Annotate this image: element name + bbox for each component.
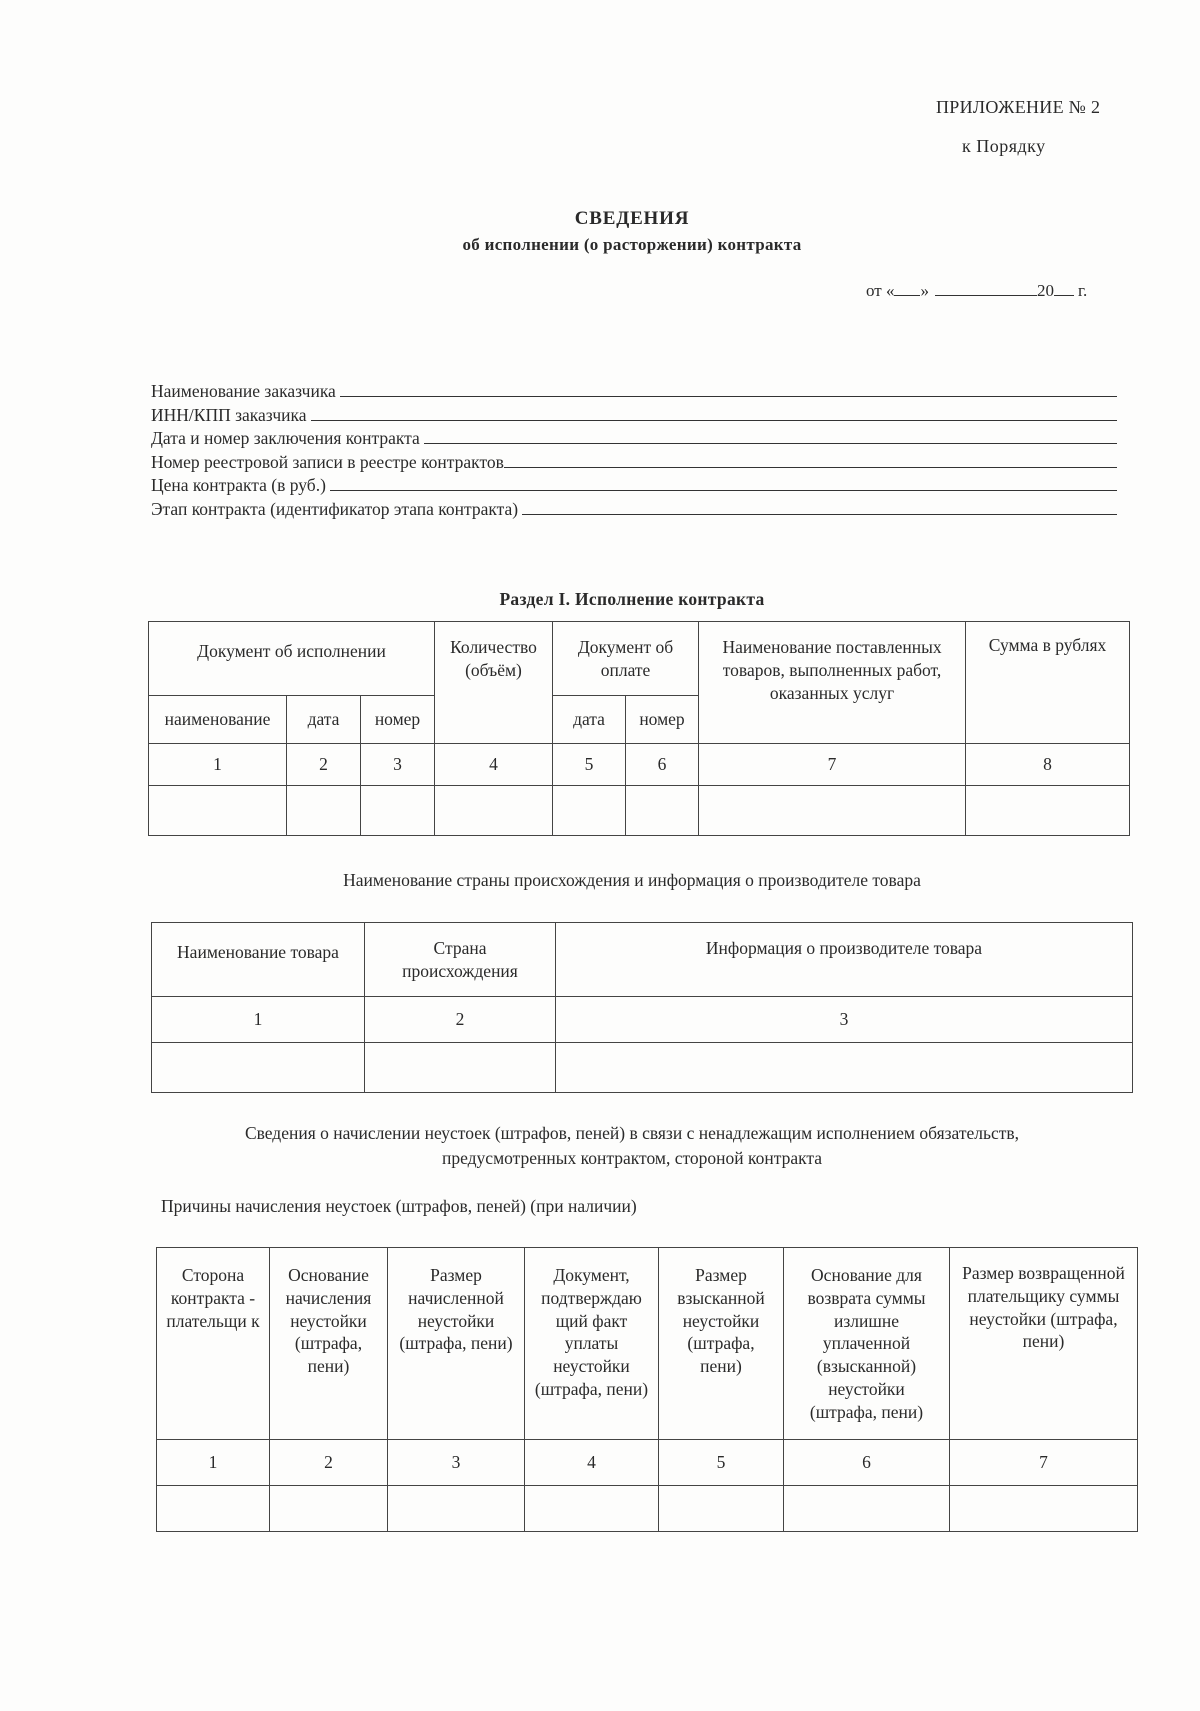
date-quote-close: » xyxy=(920,281,929,300)
table-cell[interactable] xyxy=(626,786,699,836)
column-number: 7 xyxy=(950,1440,1138,1486)
header-goods: Наименование товара xyxy=(152,923,365,997)
column-number: 7 xyxy=(699,744,966,786)
header-penalty-basis: Основание начисления неустойки (штрафа, пени) xyxy=(270,1248,388,1440)
field-label: ИНН/КПП заказчика xyxy=(151,404,307,425)
header-country: Страна происхождения xyxy=(365,923,556,997)
column-number: 1 xyxy=(157,1440,270,1486)
day-blank[interactable] xyxy=(894,281,920,296)
table-cell[interactable] xyxy=(287,786,361,836)
column-number: 1 xyxy=(152,997,365,1043)
header-refund-basis: Основание для возврата суммы излишне уплаченной (взысканной) неустойки (штрафа, пени) xyxy=(784,1248,950,1440)
column-number: 2 xyxy=(270,1440,388,1486)
table-cell[interactable] xyxy=(659,1486,784,1532)
field-line[interactable] xyxy=(340,382,1117,397)
header-collected-amount: Размер взысканной неустойки (штрафа, пени) xyxy=(659,1248,784,1440)
header-payment-document: Документ, подтверждаю щий факт уплаты неустойки (штрафа, пени) xyxy=(525,1248,659,1440)
header-number: номер xyxy=(361,696,435,744)
column-number: 2 xyxy=(287,744,361,786)
table-cell[interactable] xyxy=(553,786,626,836)
column-number: 3 xyxy=(556,997,1133,1043)
field-label: Этап контракта (идентификатор этапа контракта) xyxy=(151,498,519,519)
table-cell[interactable] xyxy=(152,1043,365,1093)
penalties-caption-line2: предусмотренных контрактом, стороной контракта xyxy=(442,1148,822,1168)
table-cell[interactable] xyxy=(950,1486,1138,1532)
field-label: Дата и номер заключения контракта xyxy=(151,428,420,449)
table-cell[interactable] xyxy=(525,1486,659,1532)
penalties-reasons: Причины начисления неустоек (штрафов, пеней) (при наличии) xyxy=(161,1196,637,1216)
header-manufacturer-info: Информация о производителе товара xyxy=(556,923,1133,997)
header-doc-execution: Документ об исполнении xyxy=(149,622,435,696)
field-label: Наименование заказчика xyxy=(151,381,336,401)
table-cell[interactable] xyxy=(966,786,1130,836)
date-from-label: от « xyxy=(866,281,895,300)
table-cell[interactable] xyxy=(157,1486,270,1532)
header-quantity: Количество (объём) xyxy=(435,622,553,744)
origin-table xyxy=(151,922,1133,1093)
date-line xyxy=(866,281,1087,301)
header-doc-payment: Документ об оплате xyxy=(553,622,699,696)
header-refunded-amount: Размер возвращенной плательщику суммы неустойки (штрафа, пени) xyxy=(950,1248,1138,1440)
field-customer-name[interactable] xyxy=(151,381,1117,405)
field-registry-number[interactable] xyxy=(151,452,1117,476)
field-label: Цена контракта (в руб.) xyxy=(151,475,326,496)
field-line[interactable] xyxy=(424,429,1117,444)
column-number: 5 xyxy=(659,1440,784,1486)
penalties-data-row xyxy=(157,1486,1138,1532)
field-line[interactable] xyxy=(330,476,1117,491)
appendix-title: ПРИЛОЖЕНИЕ № 2 xyxy=(936,97,1101,117)
table-cell[interactable] xyxy=(365,1043,556,1093)
header-goods-name: Наименование поставленных товаров, выполненных работ, оказанных услуг xyxy=(699,622,966,744)
header-payment-number: номер xyxy=(626,696,699,744)
table-cell[interactable] xyxy=(699,786,966,836)
field-contract-date-number[interactable] xyxy=(151,428,1117,452)
column-number: 8 xyxy=(966,744,1130,786)
field-line[interactable] xyxy=(504,453,1117,468)
penalties-caption-line1: Сведения о начислении неустоек (штрафов, пеней) в связи с ненадлежащим исполнением обязательств, xyxy=(244,1123,1020,1143)
year-blank[interactable] xyxy=(1054,281,1074,296)
table-cell[interactable] xyxy=(388,1486,525,1532)
table-cell[interactable] xyxy=(361,786,435,836)
header-sum: Сумма в рублях xyxy=(966,622,1130,744)
column-number: 3 xyxy=(388,1440,525,1486)
table-cell[interactable] xyxy=(556,1043,1133,1093)
table-cell[interactable] xyxy=(149,786,287,836)
field-line[interactable] xyxy=(522,500,1117,515)
date-year-suffix: г. xyxy=(1077,281,1088,300)
header-name: наименование xyxy=(149,696,287,744)
column-number: 1 xyxy=(149,744,287,786)
field-inn-kpp[interactable] xyxy=(151,405,1117,429)
customer-fields xyxy=(151,381,1117,523)
column-number: 4 xyxy=(525,1440,659,1486)
column-number: 2 xyxy=(365,997,556,1043)
field-contract-price[interactable] xyxy=(151,475,1117,499)
execution-data-row xyxy=(149,786,1130,836)
column-number: 6 xyxy=(626,744,699,786)
header-date: дата xyxy=(287,696,361,744)
execution-table xyxy=(148,621,1130,836)
header-payer-side: Сторона контракта - плательщи к xyxy=(157,1248,270,1440)
header-accrued-amount: Размер начисленной неустойки (штрафа, пени) xyxy=(388,1248,525,1440)
field-line[interactable] xyxy=(311,406,1117,421)
column-number: 4 xyxy=(435,744,553,786)
table-cell[interactable] xyxy=(435,786,553,836)
appendix-subtitle: к Порядку xyxy=(962,136,1046,156)
month-blank[interactable] xyxy=(935,281,1037,296)
field-label: Номер реестровой записи в реестре контрактов xyxy=(151,451,504,472)
origin-data-row xyxy=(152,1043,1133,1093)
section-1-title: Раздел I. Исполнение контракта xyxy=(499,589,765,609)
document-title: СВЕДЕНИЯ xyxy=(574,208,690,229)
document-subtitle: об исполнении (о расторжении) контракта xyxy=(462,235,802,254)
origin-caption: Наименование страны происхождения и информация о производителе товара xyxy=(343,870,921,890)
column-number: 3 xyxy=(361,744,435,786)
field-contract-stage[interactable] xyxy=(151,499,1117,523)
column-number: 5 xyxy=(553,744,626,786)
table-cell[interactable] xyxy=(784,1486,950,1532)
penalties-table xyxy=(156,1247,1138,1532)
date-year-prefix: 20 xyxy=(1036,281,1054,300)
table-cell[interactable] xyxy=(270,1486,388,1532)
header-payment-date: дата xyxy=(553,696,626,744)
column-number: 6 xyxy=(784,1440,950,1486)
